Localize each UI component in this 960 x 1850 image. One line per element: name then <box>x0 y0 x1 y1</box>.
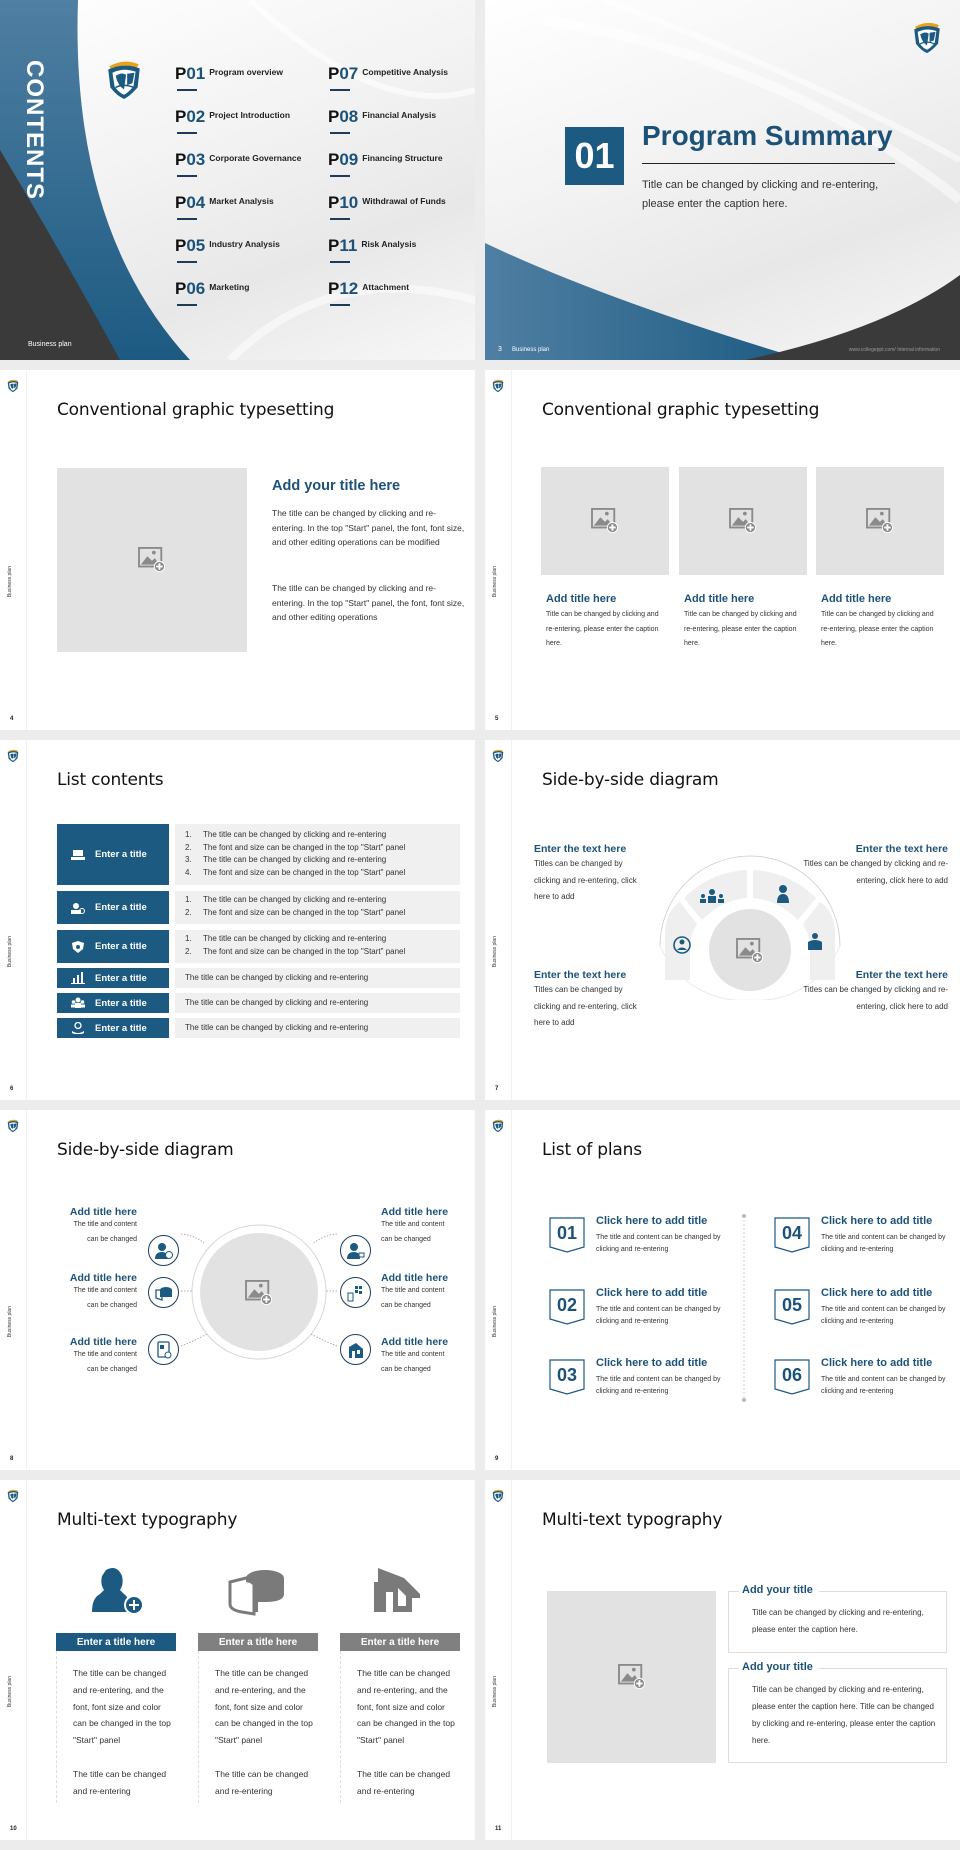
plan-number: 05 <box>781 1295 803 1315</box>
image-card <box>541 467 669 652</box>
plan-heading: Click here to add title <box>821 1287 933 1299</box>
slide-side-by-side-hub[interactable] <box>0 1110 475 1470</box>
row-content: The title can be changed by clicking and re-entering <box>175 993 460 1013</box>
rail-label: Business plan <box>492 1306 498 1338</box>
row-content: The title can be changed by clicking and re-entering <box>175 1018 460 1038</box>
text-column <box>56 1633 176 1803</box>
building-icon <box>370 1566 426 1616</box>
toc-number: 08 <box>339 107 359 126</box>
image-placeholder[interactable] <box>541 467 669 575</box>
block-heading: Enter the text here <box>534 843 627 855</box>
underline-bar <box>177 175 197 177</box>
side-rail <box>485 1480 512 1840</box>
add-image-icon <box>866 508 894 534</box>
page-number: 9 <box>495 1456 499 1462</box>
plan-number: 02 <box>556 1295 578 1315</box>
row-content <box>175 891 460 924</box>
toc-label: Financing Structure <box>362 153 443 163</box>
slide-section-divider[interactable] <box>485 0 960 360</box>
page-number: 10 <box>10 1826 17 1832</box>
presentation-icon <box>71 849 85 861</box>
footer-label: Business plan <box>512 347 550 353</box>
add-image-icon <box>591 508 619 534</box>
page-number: 5 <box>495 716 499 722</box>
user-message-icon <box>340 1235 371 1266</box>
toc-prefix: P <box>175 150 187 169</box>
text-column <box>198 1633 318 1803</box>
toc-label: Program overview <box>209 67 283 77</box>
text-block <box>798 843 948 889</box>
toc-prefix: P <box>175 236 187 255</box>
card-text: Title can be changed by clicking and re-entering, please enter the caption here. <box>821 611 934 647</box>
image-placeholder[interactable] <box>547 1591 716 1763</box>
add-user-icon <box>90 1566 146 1616</box>
image-card <box>816 467 944 652</box>
toc-label: Withdrawal of Funds <box>362 196 446 206</box>
plan-item[interactable] <box>549 1289 739 1344</box>
item-heading: Add title here <box>381 1336 449 1348</box>
table-of-contents <box>175 64 465 305</box>
underline-bar <box>177 261 197 263</box>
row-title: Enter a title <box>95 972 147 984</box>
underline-bar <box>330 89 350 91</box>
list-item: 1. The title can be changed by clicking and re-entering <box>185 895 387 904</box>
toc-number: 06 <box>186 279 206 298</box>
side-rail <box>485 1110 512 1470</box>
toc-number: 07 <box>339 64 359 83</box>
slide-title: Side-by-side diagram <box>57 1140 234 1160</box>
toc-number: 10 <box>339 193 359 212</box>
text-block <box>534 843 684 906</box>
block-text: Titles can be changed by clicking and re-entering, click here to add <box>803 985 948 1011</box>
card-text: Title can be changed by clicking and re-entering, please enter the caption here. <box>684 611 797 647</box>
toc-prefix: P <box>328 236 340 255</box>
logo-icon <box>6 1118 20 1133</box>
card-heading: Add title here <box>546 593 617 605</box>
section-number: 01 <box>565 127 624 185</box>
footer-url: www.collegeppt.com/ Internal information <box>848 347 940 353</box>
list-item: 2. The font and size can be changed in the top "Start" panel <box>185 946 406 956</box>
row-title-cell <box>57 824 169 885</box>
plan-number: 06 <box>781 1365 803 1385</box>
center-divider <box>741 1213 747 1403</box>
block-heading: Enter the text here <box>855 969 948 981</box>
toc-label: Industry Analysis <box>209 239 280 249</box>
logo-icon <box>491 378 505 393</box>
toc-prefix: P <box>175 279 187 298</box>
logo-icon <box>103 58 145 100</box>
image-card <box>679 467 807 652</box>
row-title-cell <box>57 968 169 988</box>
toc-number: 01 <box>186 64 206 83</box>
toc-item[interactable] <box>328 64 465 90</box>
logo-icon <box>491 1118 505 1133</box>
toc-prefix: P <box>175 107 187 126</box>
underline-bar <box>177 218 197 220</box>
list-row[interactable] <box>57 993 460 1013</box>
rail-label: Business plan <box>492 1676 498 1708</box>
title-divider <box>642 163 895 164</box>
page-number: 3 <box>498 346 502 353</box>
list-item: 4. The font and size can be changed in the top "Start" panel <box>185 867 406 877</box>
add-image-icon <box>618 1664 646 1690</box>
text-box <box>728 1584 947 1653</box>
toc-prefix: P <box>175 64 187 83</box>
column-header[interactable]: Enter a title here <box>56 1633 176 1651</box>
side-rail <box>0 740 27 1100</box>
card-text: Title can be changed by clicking and re-entering, please enter the caption here. <box>546 611 659 647</box>
hub-item <box>31 1206 137 1247</box>
item-text: The title and content can be changed <box>73 1221 137 1243</box>
row-content <box>175 824 460 885</box>
column-body <box>340 1651 460 1803</box>
rail-label: Business plan <box>7 566 13 598</box>
logo-icon <box>910 20 944 54</box>
item-text: The title and content can be changed <box>73 1287 137 1309</box>
slide-multi-text-columns[interactable] <box>0 1480 475 1840</box>
shield-icon <box>71 941 85 953</box>
image-placeholder[interactable] <box>816 467 944 575</box>
plan-item[interactable] <box>774 1359 960 1414</box>
column-body <box>198 1651 318 1803</box>
row-title-cell <box>57 891 169 924</box>
block-heading: Enter the text here <box>855 843 948 855</box>
item-text: The title and content can be changed <box>73 1351 137 1373</box>
column-header[interactable]: Enter a title here <box>340 1633 460 1651</box>
slide-title: Multi-text typography <box>57 1510 238 1530</box>
column-paragraph: The title can be changed and re-entering <box>73 1768 167 1796</box>
row-title: Enter a title <box>95 941 147 952</box>
slide-title: Conventional graphic typesetting <box>542 400 820 420</box>
content-paragraph: The title can be changed by clicking and re-entering. In the top "Start" panel, the font, font size, and other editing operations <box>272 583 465 622</box>
toc-prefix: P <box>328 150 340 169</box>
column-paragraph: The title can be changed and re-entering <box>357 1768 451 1796</box>
card-heading: Add title here <box>684 593 755 605</box>
underline-bar <box>177 132 197 134</box>
logo-icon <box>491 748 505 763</box>
toc-item[interactable] <box>175 279 328 305</box>
toc-number: 05 <box>186 236 206 255</box>
toc-prefix: P <box>328 193 340 212</box>
item-text: The title and content can be changed <box>381 1221 445 1243</box>
page-number: 6 <box>10 1086 14 1092</box>
rail-label: Business plan <box>492 936 498 968</box>
content-heading: Add your title here <box>272 478 401 494</box>
rail-label: Business plan <box>7 1676 13 1708</box>
toc-label: Project Introduction <box>209 110 291 120</box>
id-card-icon <box>148 1334 179 1365</box>
plan-number: 03 <box>556 1365 578 1385</box>
box-heading: Add your title <box>739 1661 819 1673</box>
add-image-icon <box>729 508 757 534</box>
hub-item <box>31 1272 137 1313</box>
page-number: 7 <box>495 1086 499 1092</box>
slide-multi-text-boxes[interactable] <box>485 1480 960 1840</box>
item-heading: Add title here <box>69 1206 137 1218</box>
toc-number: 12 <box>339 279 359 298</box>
slide-list-of-plans[interactable] <box>485 1110 960 1470</box>
underline-bar <box>177 89 197 91</box>
toc-label: Market Analysis <box>209 196 274 206</box>
side-rail <box>0 1110 27 1470</box>
side-rail <box>0 1480 27 1840</box>
toc-prefix: P <box>328 107 340 126</box>
list-item: 1. The title can be changed by clicking and re-entering <box>185 830 387 839</box>
toc-item[interactable] <box>328 279 465 305</box>
toc-item[interactable] <box>175 64 328 90</box>
footer-label: Business plan <box>28 341 72 348</box>
hand-user-icon <box>71 1022 85 1034</box>
plan-text: The title and content can be changed by clicking and re-entering <box>596 1306 721 1325</box>
list-row[interactable] <box>57 891 460 924</box>
list-row[interactable] <box>57 824 460 885</box>
slide-title: List of plans <box>542 1140 642 1160</box>
pie-chart-icon <box>148 1277 179 1308</box>
toc-number: 11 <box>339 236 358 255</box>
add-user-icon <box>148 1235 179 1266</box>
section-subtitle: Title can be changed by clicking and re-entering, please enter the caption here. <box>642 179 879 210</box>
toc-label: Risk Analysis <box>361 239 417 249</box>
plan-number: 04 <box>781 1223 803 1243</box>
section-title: Program Summary <box>642 120 893 151</box>
plan-heading: Click here to add title <box>596 1287 708 1299</box>
plan-item[interactable] <box>774 1217 960 1272</box>
slide-title: Conventional graphic typesetting <box>57 400 335 420</box>
list-item: 2. The font and size can be changed in the top "Start" panel <box>185 907 406 917</box>
toc-label: Marketing <box>209 282 250 292</box>
plan-text: The title and content can be changed by clicking and re-entering <box>596 1234 721 1253</box>
row-content <box>175 930 460 963</box>
plan-number: 01 <box>556 1223 578 1243</box>
plan-item[interactable] <box>774 1289 960 1344</box>
plan-heading: Click here to add title <box>821 1357 933 1369</box>
toc-item[interactable] <box>328 107 465 133</box>
toc-prefix: P <box>328 64 340 83</box>
text-column <box>340 1633 460 1803</box>
toc-number: 02 <box>186 107 206 126</box>
slide-graphic-typesetting[interactable] <box>0 370 475 730</box>
logo-icon <box>6 378 20 393</box>
toc-item[interactable] <box>175 107 328 133</box>
block-text: Titles can be changed by clicking and re-entering, click here to add <box>534 985 637 1027</box>
list-row[interactable] <box>57 968 460 988</box>
slide-contents[interactable] <box>0 0 475 360</box>
plan-text: The title and content can be changed by clicking and re-entering <box>821 1306 946 1325</box>
plan-text: The title and content can be changed by clicking and re-entering <box>596 1376 721 1395</box>
column-paragraph: The title can be changed and re-entering, and the font, font size and color can be changed in the top "Start" panel <box>73 1668 171 1746</box>
column-body <box>56 1651 176 1803</box>
toc-item[interactable] <box>175 236 328 262</box>
slide-title: Side-by-side diagram <box>542 770 719 790</box>
toc-label: Attachment <box>362 282 410 292</box>
row-content: The title can be changed by clicking and re-entering <box>175 968 460 988</box>
list-item: 3. The title can be changed by clicking and re-entering <box>185 855 387 864</box>
underline-bar <box>330 304 350 306</box>
toc-prefix: P <box>175 193 187 212</box>
toc-prefix: P <box>328 279 340 298</box>
underline-bar <box>330 218 350 220</box>
page-number: 8 <box>10 1456 14 1462</box>
list-row[interactable] <box>57 930 460 963</box>
plan-item[interactable] <box>549 1359 739 1414</box>
box-text: Title can be changed by clicking and re-entering, please enter the caption here. Title can be changed by clicking and re-entering, please enter the caption here. <box>752 1685 936 1745</box>
block-text: Titles can be changed by clicking and re-entering, click here to add <box>534 859 637 901</box>
page-number: 4 <box>10 716 14 722</box>
list-item: 1. The title can be changed by clicking and re-entering <box>185 934 387 943</box>
row-title-cell <box>57 993 169 1013</box>
row-title-cell <box>57 1018 169 1038</box>
list-item: 2. The font and size can be changed in the top "Start" panel <box>185 842 406 852</box>
item-text: The title and content can be changed <box>381 1287 445 1309</box>
toc-label: Financial Analysis <box>362 110 437 120</box>
slide-title: List contents <box>57 770 164 790</box>
rail-label: Business plan <box>492 566 498 598</box>
card-heading: Add title here <box>821 593 892 605</box>
list-row[interactable] <box>57 1018 460 1038</box>
toc-number: 09 <box>339 150 359 169</box>
toc-item[interactable] <box>175 193 328 219</box>
hub-item <box>31 1336 137 1377</box>
item-heading: Add title here <box>69 1272 137 1284</box>
logo-icon <box>491 1488 505 1503</box>
item-heading: Add title here <box>69 1336 137 1348</box>
team-icon <box>71 997 85 1009</box>
column-paragraph: The title can be changed and re-entering, and the font, font size and color can be changed in the top "Start" panel <box>357 1668 455 1746</box>
plan-heading: Click here to add title <box>821 1215 933 1227</box>
underline-bar <box>330 175 350 177</box>
row-title-cell <box>57 930 169 963</box>
page-number: 11 <box>495 1826 502 1832</box>
slide-list-contents[interactable] <box>0 740 475 1100</box>
image-placeholder[interactable] <box>679 467 807 575</box>
underline-bar <box>177 304 197 306</box>
row-title: Enter a title <box>95 997 147 1009</box>
column-header[interactable]: Enter a title here <box>198 1633 318 1651</box>
qr-scan-icon <box>340 1277 371 1308</box>
pie-chart-icon <box>228 1566 284 1616</box>
side-rail <box>485 740 512 1100</box>
image-placeholder[interactable] <box>57 468 247 652</box>
toc-item[interactable] <box>328 150 465 176</box>
toc-label: Competitive Analysis <box>362 67 448 77</box>
rail-label: Business plan <box>7 936 13 968</box>
building-icon <box>340 1334 371 1365</box>
side-rail <box>485 370 512 730</box>
toc-label: Corporate Governance <box>209 153 302 163</box>
toc-item[interactable] <box>175 150 328 176</box>
block-text: Titles can be changed by clicking and re-entering, click here to add <box>803 859 948 885</box>
slide-title: Multi-text typography <box>542 1510 723 1530</box>
row-title: Enter a title <box>95 849 147 860</box>
plan-heading: Click here to add title <box>596 1357 708 1369</box>
toc-item[interactable] <box>328 236 465 262</box>
slide-side-by-side-semicircle[interactable] <box>485 740 960 1100</box>
box-text: Title can be changed by clicking and re-entering, please enter the caption here. <box>752 1608 924 1634</box>
column-paragraph: The title can be changed and re-entering, and the font, font size and color can be changed in the top "Start" panel <box>215 1668 313 1746</box>
content-paragraph: The title can be changed by clicking and re-entering. In the top "Start" panel, the font, font size, and other editing operations can be modified <box>272 508 465 547</box>
plan-item[interactable] <box>549 1217 739 1272</box>
row-title: Enter a title <box>95 1022 147 1034</box>
plan-text: The title and content can be changed by clicking and re-entering <box>821 1376 946 1395</box>
side-rail <box>0 370 27 730</box>
text-box <box>728 1661 947 1763</box>
toc-number: 04 <box>186 193 206 212</box>
plan-heading: Click here to add title <box>596 1215 708 1227</box>
box-heading: Add your title <box>739 1584 819 1596</box>
underline-bar <box>330 261 350 263</box>
bar-chart-icon <box>71 972 85 984</box>
item-heading: Add title here <box>381 1272 449 1284</box>
text-block <box>798 969 948 1015</box>
column-paragraph: The title can be changed and re-entering <box>215 1768 309 1796</box>
logo-icon <box>6 1488 20 1503</box>
user-settings-icon <box>71 902 85 914</box>
toc-item[interactable] <box>328 193 465 219</box>
hub-diagram <box>159 1217 359 1367</box>
slide-graphic-typesetting-3col[interactable] <box>485 370 960 730</box>
logo-icon <box>6 748 20 763</box>
add-image-icon <box>138 547 166 573</box>
contents-vertical-title: CONTENTS <box>21 60 48 200</box>
hub-item <box>381 1336 466 1377</box>
row-title: Enter a title <box>95 902 147 913</box>
block-heading: Enter the text here <box>534 969 627 981</box>
plan-text: The title and content can be changed by clicking and re-entering <box>821 1234 946 1253</box>
toc-number: 03 <box>186 150 206 169</box>
item-text: The title and content can be changed <box>381 1351 445 1373</box>
hub-item <box>381 1206 466 1247</box>
text-block <box>534 969 684 1032</box>
item-heading: Add title here <box>381 1206 449 1218</box>
underline-bar <box>330 132 350 134</box>
hub-item <box>381 1272 466 1313</box>
rail-label: Business plan <box>7 1306 13 1338</box>
